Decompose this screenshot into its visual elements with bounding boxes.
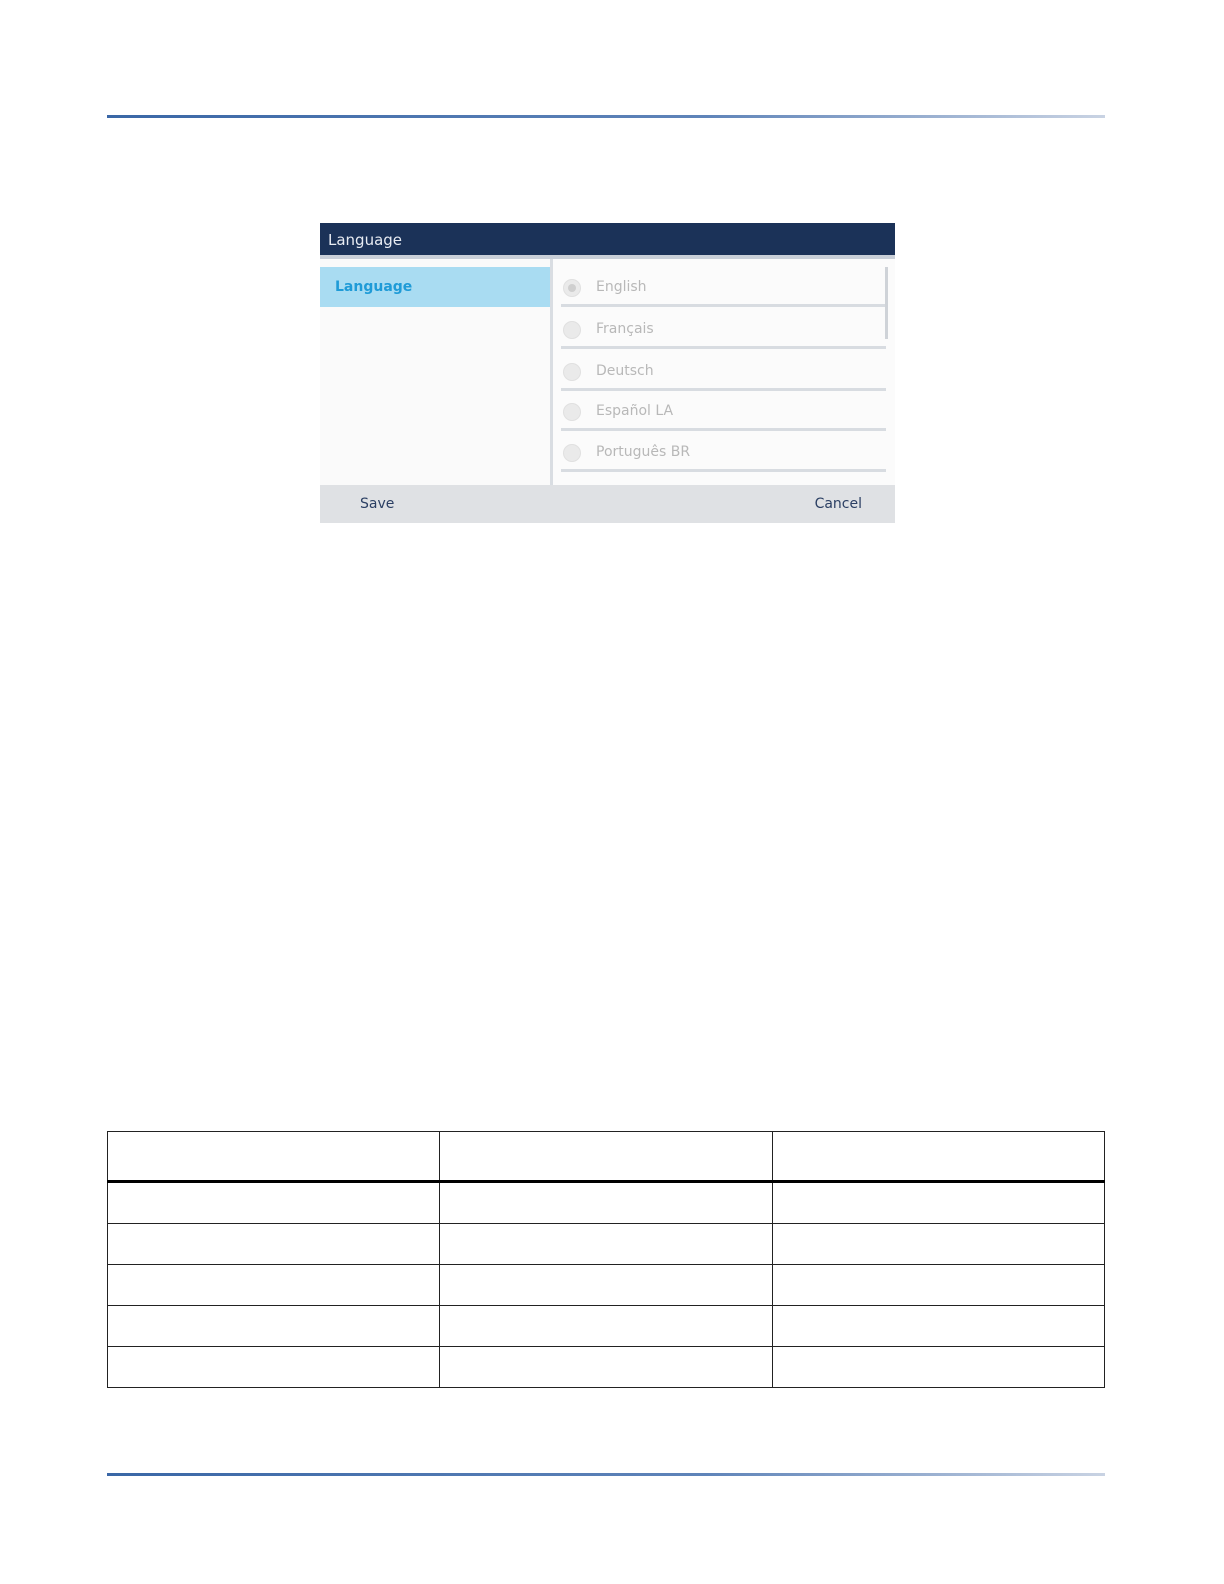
table-row [108, 1306, 1105, 1347]
radio-icon[interactable] [563, 363, 581, 381]
language-option-espanol-la[interactable] [561, 391, 886, 431]
screen-title: Language [328, 231, 403, 249]
left-menu-item-label: Language [335, 279, 413, 295]
footer-rule [107, 1473, 1105, 1476]
language-option-english[interactable] [561, 267, 886, 307]
language-option-francais[interactable] [561, 309, 886, 349]
screen-header [320, 223, 895, 259]
table-cell [772, 1306, 1104, 1347]
table-cell [108, 1347, 440, 1388]
table-header-cell [108, 1132, 440, 1182]
language-option-label: Español LA [596, 403, 674, 419]
table-cell [772, 1224, 1104, 1265]
left-menu [320, 259, 550, 485]
cancel-softkey[interactable]: Cancel [814, 496, 862, 512]
language-option-portugues-br[interactable] [561, 432, 886, 472]
language-option-label: Français [596, 321, 654, 337]
table-cell [440, 1306, 772, 1347]
table-header-cell [440, 1132, 772, 1182]
table-cell [440, 1347, 772, 1388]
table-row [108, 1224, 1105, 1265]
language-screen [320, 223, 895, 523]
table-row [108, 1347, 1105, 1388]
table-cell [440, 1224, 772, 1265]
radio-icon[interactable] [563, 321, 581, 339]
language-option-label: English [596, 279, 647, 295]
radio-icon[interactable] [563, 444, 581, 462]
header-rule [107, 115, 1105, 118]
softkey-bar [320, 485, 895, 523]
language-option-deutsch[interactable] [561, 351, 886, 391]
language-options-list [553, 259, 895, 485]
table-cell [440, 1265, 772, 1306]
save-softkey[interactable]: Save [360, 496, 395, 512]
table-header-row [108, 1132, 1105, 1182]
table-row [108, 1182, 1105, 1224]
table-cell [772, 1347, 1104, 1388]
table-cell [108, 1265, 440, 1306]
options-scrollbar[interactable] [885, 267, 888, 339]
table-cell [108, 1306, 440, 1347]
empty-table [107, 1131, 1105, 1388]
table-header-cell [772, 1132, 1104, 1182]
table-cell [772, 1265, 1104, 1306]
language-option-label: Deutsch [596, 363, 654, 379]
table-cell [440, 1182, 772, 1224]
radio-icon[interactable] [563, 403, 581, 421]
language-option-label: Português BR [596, 444, 691, 460]
table-cell [108, 1224, 440, 1265]
left-menu-item-language[interactable] [320, 267, 550, 307]
table-cell [108, 1182, 440, 1224]
table-cell [772, 1182, 1104, 1224]
table-row [108, 1265, 1105, 1306]
radio-selected-icon[interactable] [563, 279, 581, 297]
